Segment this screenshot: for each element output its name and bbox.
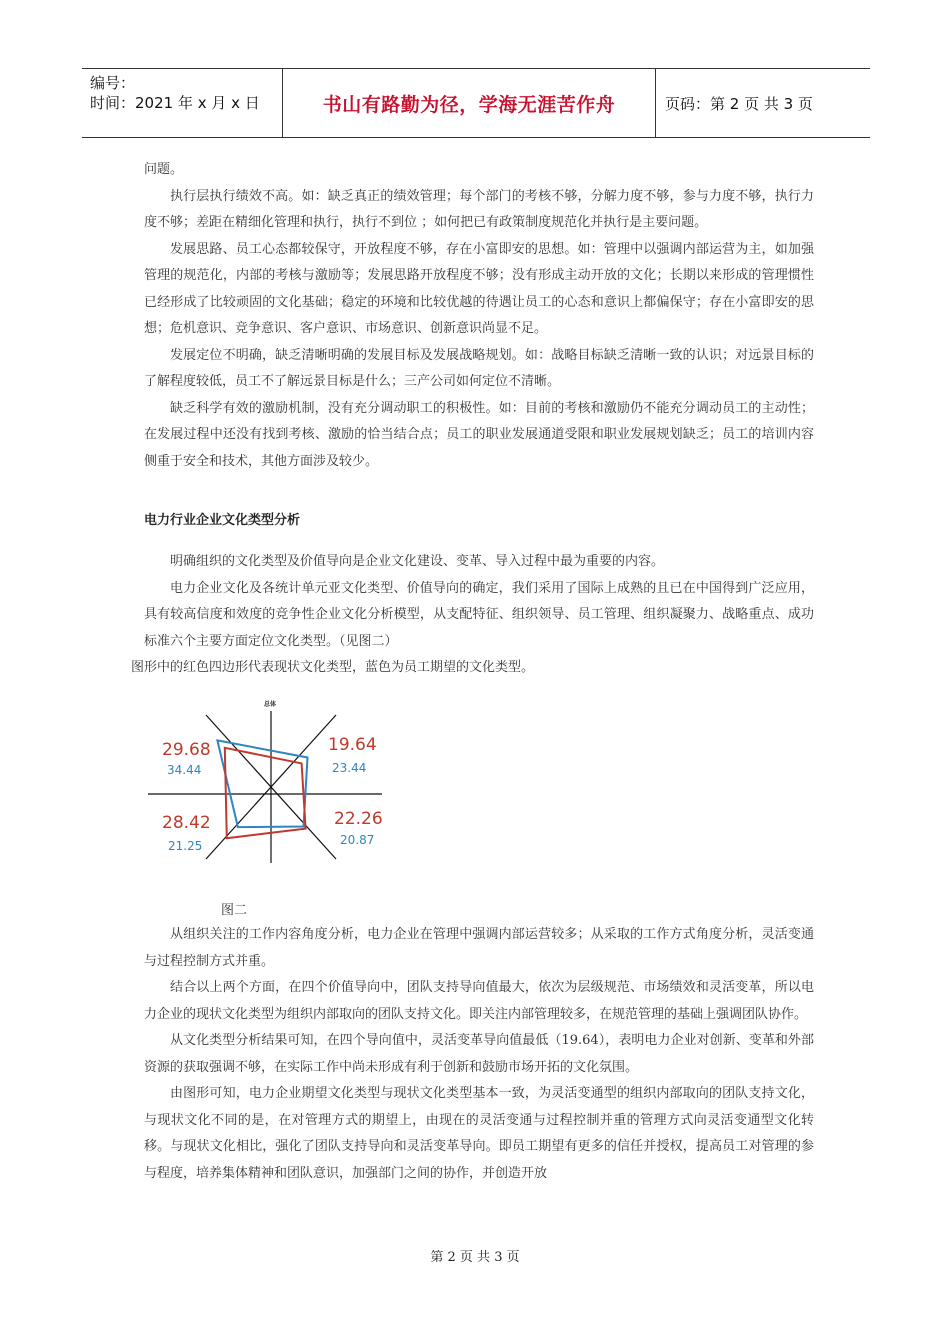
paragraph: 从组织关注的工作内容角度分析，电力企业在管理中强调内部运营较多；从采取的工作方式角度分析，灵活变通与过程控制方式并重。	[144, 927, 814, 969]
label-top-left-current: 29.68	[162, 740, 211, 760]
label-bottom-right-expected: 20.87	[340, 833, 375, 847]
radar-chart	[146, 697, 386, 867]
paragraph: 从文化类型分析结果可知，在四个导向值中，灵活变革导向值最低（19.64），表明电力企业对创新、变革和外部资源的获取强调不够，在实际工作中尚未形成有利于创新和鼓励市场开拓的文化氛围。	[144, 1033, 814, 1075]
label-top-left-expected: 34.44	[167, 763, 202, 777]
section-title: 电力行业企业文化类型分析	[144, 513, 301, 528]
motto-text: 书山有路勤为径，学海无涯苦作舟	[322, 93, 616, 116]
paragraph: 问题。	[144, 162, 184, 177]
paragraph: 结合以上两个方面，在四个价值导向中，团队支持导向值最大，依次为层级规范、市场绩效和灵活变革，所以电力企业的现状文化类型为组织内部取向的团队支持文化。即关注内部管理较多，在规范管理的基础上强调团队协作。	[144, 980, 814, 1022]
paragraph-block-1	[144, 157, 814, 475]
paragraph-block-2	[131, 549, 814, 682]
expected-culture-polygon	[217, 740, 307, 827]
paragraph: 明确组织的文化类型及价值导向是企业文化建设、变革、导入过程中最为重要的内容。	[170, 554, 665, 569]
paragraph: 发展定位不明确，缺乏清晰明确的发展目标及发展战略规划。如：战略目标缺乏清晰一致的认识；对远景目标的了解程度较低，员工不了解远景目标是什么；三产公司如何定位不清晰。	[144, 347, 814, 389]
paragraph: 由图形可知，电力企业期望文化类型与现状文化类型基本一致，为灵活变通型的组织内部取向的团队支持文化，与现状文化不同的是，在对管理方式的期望上，由现在的灵活变通与过程控制并重的管理方式向灵活变通型文化转移。与现状文化相比，强化了团队支持导向和灵活变革导向。即员工期望有更多的信任并授权，提高员工对管理的参与程度，培养集体精神和团队意识，加强部门之间的协作，并创造开放	[144, 1086, 814, 1181]
paragraph: 图形中的红色四边形代表现状文化类型，蓝色为员工期望的文化类型。	[131, 660, 535, 675]
label-top-right-current: 19.64	[328, 735, 377, 755]
number-label: 编号：	[90, 74, 136, 92]
time-label: 时间：2021 年 x 月 x 日	[90, 94, 260, 112]
culture-radar-figure	[146, 697, 386, 867]
page-footer: 第 2 页 共 3 页	[430, 1250, 520, 1265]
page-indicator: 页码：第 2 页 共 3 页	[665, 94, 813, 113]
paragraph: 缺乏科学有效的激励机制，没有充分调动职工的积极性。如：目前的考核和激励仍不能充分调动员工的主动性；在发展过程中还没有找到考核、激励的恰当结合点；员工的职业发展通道受限和职业发展规划缺乏；员工的培训内容侧重于安全和技术，其他方面涉及较少。	[144, 400, 814, 469]
chart-title: 总体	[263, 701, 277, 708]
paragraph: 电力企业文化及各统计单元亚文化类型、价值导向的确定，我们采用了国际上成熟的且已在中国得到广泛应用，具有较高信度和效度的竞争性企业文化分析模型，从支配特征、组织领导、员工管理、组织凝聚力、战略重点、成功标准六个主要方面定位文化类型。（见图二）	[144, 580, 814, 649]
label-top-right-expected: 23.44	[332, 761, 367, 775]
header-meta	[82, 69, 282, 137]
paragraph-block-3	[144, 922, 814, 1187]
figure-caption: 图二	[221, 903, 248, 918]
label-bottom-left-current: 28.42	[162, 813, 211, 833]
label-bottom-left-expected: 21.25	[168, 839, 203, 853]
paragraph: 发展思路、员工心态都较保守，开放程度不够，存在小富即安的思想。如：管理中以强调内部运营为主，如加强管理的规范化，内部的考核与激励等；发展思路开放程度不够；没有形成主动开放的文化；长期以来形成的管理惯性已经形成了比较顽固的文化基础；稳定的环境和比较优越的待遇让员工的心态和意识上都偏保守；存在小富即安的思想；危机意识、竞争意识、客户意识、市场意识、创新意识尚显不足。	[144, 241, 814, 336]
paragraph: 执行层执行绩效不高。如：缺乏真正的绩效管理；每个部门的考核不够，分解力度不够，参与力度不够，执行力度不够；差距在精细化管理和执行，执行不到位 ；如何把已有政策制度规范化并执行是主要问题。	[144, 188, 814, 230]
page-header	[82, 68, 870, 138]
label-bottom-right-current: 22.26	[334, 809, 383, 829]
header-motto	[282, 69, 656, 137]
